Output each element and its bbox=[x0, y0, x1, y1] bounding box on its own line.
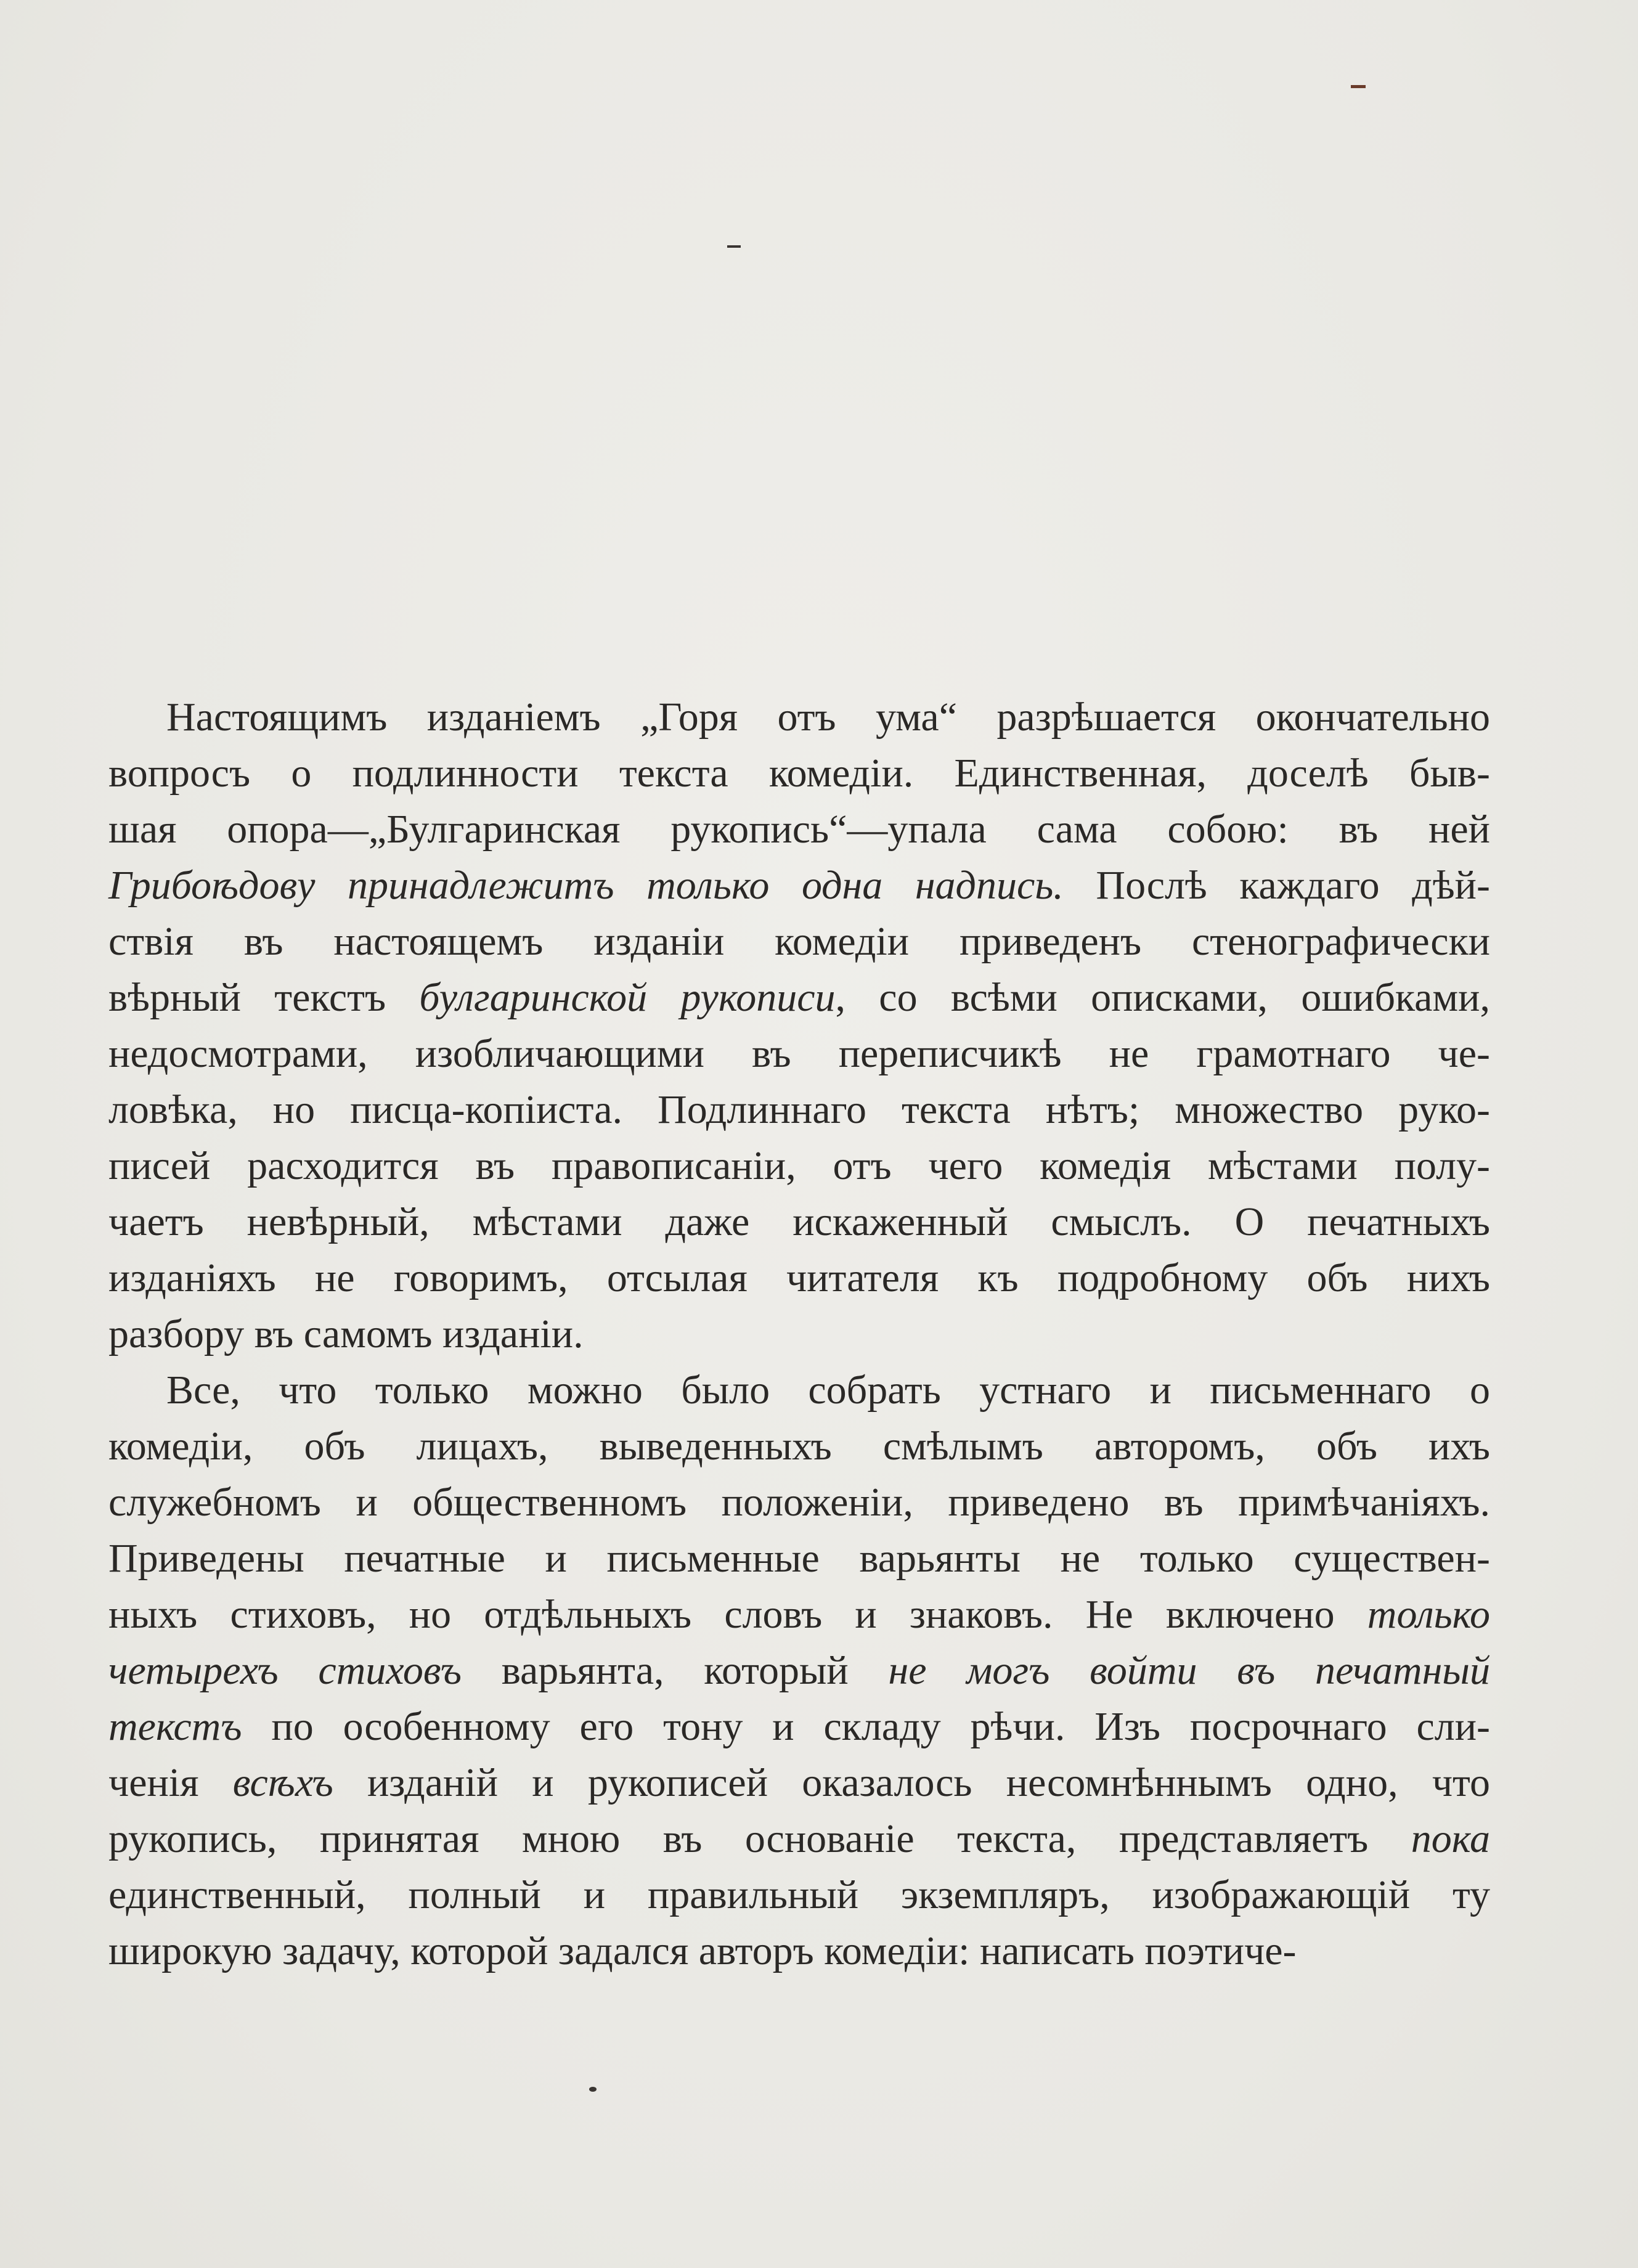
text-segment: шая опора—„Булгаринская рукопись“—упала сама собою: въ ней bbox=[108, 807, 1490, 852]
text-line bbox=[108, 969, 1490, 1026]
text-segment: ченія bbox=[108, 1760, 233, 1805]
page-body-text bbox=[108, 689, 1490, 1979]
text-line bbox=[108, 1082, 1490, 1138]
text-line bbox=[108, 745, 1490, 801]
text-segment: недосмотрами, изобличающими въ переписчикѣ не грамотнаго че- bbox=[108, 1031, 1490, 1076]
text-line bbox=[108, 1418, 1490, 1474]
text-segment: ныхъ стиховъ, но отдѣльныхъ словъ и знаковъ. Не включено bbox=[108, 1592, 1367, 1637]
text-segment: ловѣка, но писца-копіиста. Подлиннаго текста нѣтъ; множество руко- bbox=[108, 1087, 1490, 1132]
text-segment: , со всѣми описками, ошибками, bbox=[835, 975, 1490, 1020]
text-line bbox=[108, 1699, 1490, 1755]
text-segment: вѣрный текстъ bbox=[108, 975, 420, 1020]
text-segment: служебномъ и общественномъ положеніи, приведено въ примѣчаніяхъ. bbox=[108, 1480, 1490, 1525]
text-segment: разбору въ самомъ изданіи. bbox=[108, 1311, 584, 1356]
text-line bbox=[108, 1306, 1490, 1362]
text-line bbox=[108, 1586, 1490, 1642]
text-line bbox=[108, 1474, 1490, 1530]
text-line bbox=[108, 801, 1490, 857]
text-line bbox=[108, 1867, 1490, 1923]
text-segment: Настоящимъ изданіемъ „Горя отъ ума“ разрѣшается окончательно bbox=[166, 695, 1490, 740]
stray-mark bbox=[727, 245, 741, 248]
italic-text: всѣхъ bbox=[232, 1760, 333, 1805]
stray-mark bbox=[589, 2087, 597, 2092]
italic-text: четырехъ стиховъ bbox=[108, 1648, 462, 1693]
text-segment: ствія въ настоящемъ изданіи комедіи приведенъ стенографически bbox=[108, 919, 1490, 964]
text-segment: писей расходится въ правописаніи, отъ чего комедія мѣстами полу- bbox=[108, 1143, 1490, 1188]
text-segment: Все, что только можно было собрать устнаго и письменнаго о bbox=[166, 1368, 1490, 1413]
paragraph bbox=[108, 1362, 1490, 1979]
text-segment: вопросъ о подлинности текста комедіи. Единственная, доселѣ быв- bbox=[108, 751, 1490, 796]
text-segment: изданій и рукописей оказалось несомнѣннымъ одно, что bbox=[333, 1760, 1490, 1805]
text-line bbox=[108, 689, 1490, 745]
stray-mark bbox=[1351, 85, 1366, 88]
paragraph bbox=[108, 689, 1490, 1362]
text-line bbox=[108, 1194, 1490, 1250]
italic-text: булгаринской рукописи bbox=[419, 975, 836, 1020]
text-segment: чаетъ невѣрный, мѣстами даже искаженный смыслъ. О печатныхъ bbox=[108, 1199, 1490, 1244]
text-line bbox=[108, 1250, 1490, 1306]
text-segment: широкую задачу, которой задался авторъ комедіи: написать поэтиче- bbox=[108, 1928, 1297, 1973]
italic-text: только bbox=[1367, 1592, 1490, 1637]
text-line bbox=[108, 913, 1490, 969]
text-line bbox=[108, 857, 1490, 913]
italic-text: не могъ войти въ печатный bbox=[888, 1648, 1491, 1693]
text-line bbox=[108, 1755, 1490, 1811]
text-line bbox=[108, 1811, 1490, 1867]
text-line bbox=[108, 1530, 1490, 1586]
text-segment: комедіи, объ лицахъ, выведенныхъ смѣлымъ авторомъ, объ ихъ bbox=[108, 1424, 1490, 1469]
italic-text: Грибоѣдову принадлежитъ только одна надпись. bbox=[108, 863, 1064, 908]
text-line bbox=[108, 1923, 1490, 1979]
italic-text: текстъ bbox=[108, 1704, 242, 1749]
text-segment: по особенному его тону и складу рѣчи. Изъ посрочнаго сли- bbox=[242, 1704, 1490, 1749]
text-segment: изданіяхъ не говоримъ, отсылая читателя къ подробному объ нихъ bbox=[108, 1255, 1490, 1300]
text-segment: варьянта, который bbox=[461, 1648, 889, 1693]
text-segment: Приведены печатные и письменные варьянты не только существен- bbox=[108, 1536, 1490, 1581]
text-line bbox=[108, 1026, 1490, 1082]
text-line bbox=[108, 1362, 1490, 1418]
text-segment: Послѣ каждаго дѣй- bbox=[1063, 863, 1490, 908]
text-segment: единственный, полный и правильный экземпляръ, изображающій ту bbox=[108, 1872, 1490, 1917]
text-segment: рукопись, принятая мною въ основаніе текста, представляетъ bbox=[108, 1816, 1411, 1861]
text-line bbox=[108, 1138, 1490, 1194]
italic-text: пока bbox=[1411, 1816, 1490, 1861]
text-line bbox=[108, 1642, 1490, 1699]
